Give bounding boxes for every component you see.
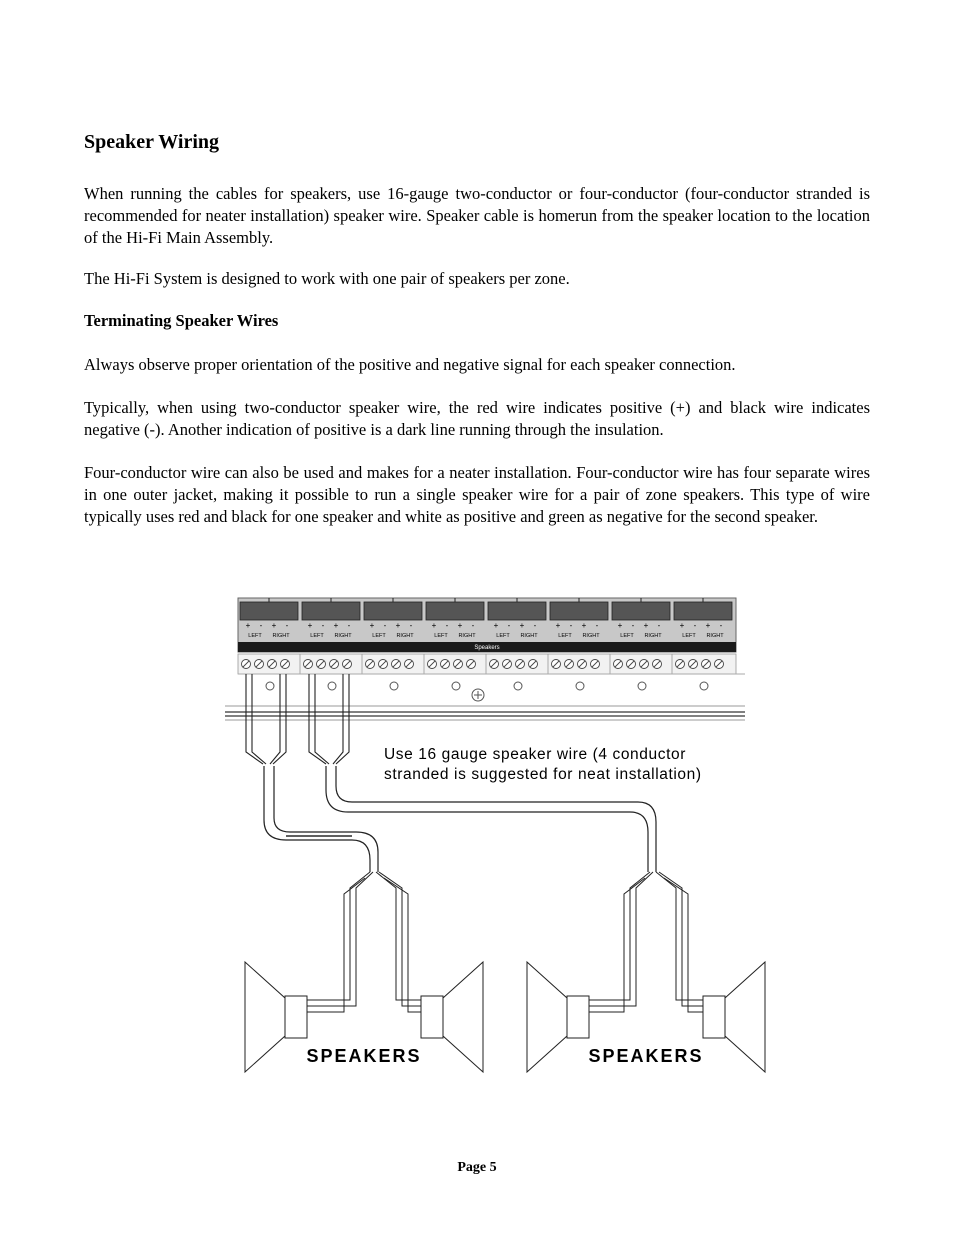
paragraph-two-conductor: Typically, when using two-conductor speaker wire, the red wire indicates positive (+) and black wire indicates negative (-). Another indication of positive is a dark line running through the insulation.: [84, 398, 870, 439]
paragraph-cable-gauge: When running the cables for speakers, use 16-gauge two-conductor or four-conductor (four-conductor stranded is recommended for neater installation) speaker wire. Speaker cable is homerun from the speaker location to the location of the Hi-Fi Main Assembly.: [84, 184, 870, 247]
terminal-panel: [225, 598, 745, 720]
channel-label: LEFT: [682, 633, 696, 639]
channel-label: RIGHT: [272, 633, 290, 639]
terminal-polarity-label: +: [493, 621, 499, 630]
screw-terminal-icon[interactable]: [565, 660, 574, 669]
page-number: Page 5: [457, 1160, 497, 1175]
channel-label: RIGHT: [520, 633, 538, 639]
channel-label: LEFT: [372, 633, 386, 639]
channel-label: RIGHT: [458, 633, 476, 639]
mounting-hole-icon: [452, 682, 460, 690]
terminal-polarity-label: +: [271, 621, 277, 630]
screw-terminal-icon[interactable]: [454, 660, 463, 669]
terminal-polarity-label: +: [431, 621, 437, 630]
page-heading: Speaker Wiring: [84, 131, 220, 153]
terminal-polarity-label: -: [533, 621, 537, 630]
channel-label: LEFT: [310, 633, 324, 639]
channel-label: RIGHT: [644, 633, 662, 639]
wire-note-line-2: stranded is suggested for neat installation): [384, 766, 702, 783]
channel-label: LEFT: [620, 633, 634, 639]
screw-terminal-icon[interactable]: [405, 660, 414, 669]
channel-label: LEFT: [496, 633, 510, 639]
speaker-pair-1-leads: [305, 872, 440, 1012]
right-speaker-magnet: [421, 996, 443, 1038]
screw-terminal-icon[interactable]: [281, 660, 290, 669]
screw-terminal-icon[interactable]: [591, 660, 600, 669]
speaker-pair-2-leads: [587, 872, 722, 1012]
terminal-polarity-label: +: [617, 621, 623, 630]
terminal-polarity-label: +: [679, 621, 685, 630]
terminal-polarity-label: -: [719, 621, 723, 630]
screw-terminal-icon[interactable]: [304, 660, 313, 669]
screw-terminal-icon[interactable]: [490, 660, 499, 669]
screw-terminal-icon[interactable]: [689, 660, 698, 669]
channel-label: LEFT: [558, 633, 572, 639]
screw-terminal-icon[interactable]: [317, 660, 326, 669]
terminal-polarity-label: -: [657, 621, 661, 630]
screw-terminal-icon[interactable]: [330, 660, 339, 669]
terminal-polarity-label: +: [245, 621, 251, 630]
terminal-polarity-label: -: [409, 621, 413, 630]
cable-to-speaker-pair-1: [264, 766, 378, 872]
left-speaker-magnet: [567, 996, 589, 1038]
screw-terminal-icon[interactable]: [503, 660, 512, 669]
terminal-polarity-label: -: [445, 621, 449, 630]
left-speaker-cone-icon: [245, 962, 285, 1072]
terminal-polarity-label: +: [333, 621, 339, 630]
terminal-polarity-label: +: [643, 621, 649, 630]
screw-terminal-icon[interactable]: [379, 660, 388, 669]
screw-terminal-icon[interactable]: [516, 660, 525, 669]
screw-terminal-icon[interactable]: [392, 660, 401, 669]
mounting-hole-icon: [328, 682, 336, 690]
terminal-polarity-label: -: [321, 621, 325, 630]
terminal-polarity-label: +: [395, 621, 401, 630]
terminal-polarity-label: +: [457, 621, 463, 630]
channel-label: LEFT: [434, 633, 448, 639]
mounting-hole-icon: [700, 682, 708, 690]
terminal-polarity-label: -: [285, 621, 289, 630]
left-speaker-cone-icon: [527, 962, 567, 1072]
screw-terminal-icon[interactable]: [255, 660, 264, 669]
channel-label: LEFT: [248, 633, 262, 639]
terminal-polarity-label: -: [595, 621, 599, 630]
screw-terminal-icon[interactable]: [676, 660, 685, 669]
right-speaker-magnet: [703, 996, 725, 1038]
terminal-polarity-label: -: [507, 621, 511, 630]
channel-label: RIGHT: [706, 633, 724, 639]
screw-terminal-icon[interactable]: [578, 660, 587, 669]
mounting-hole-icon: [638, 682, 646, 690]
right-speaker-cone-icon: [725, 962, 765, 1072]
paragraph-orientation: Always observe proper orientation of the positive and negative signal for each speaker connection.: [84, 355, 736, 374]
mounting-hole-icon: [514, 682, 522, 690]
mounting-hole-icon: [576, 682, 584, 690]
channel-label: RIGHT: [396, 633, 414, 639]
screw-terminal-icon[interactable]: [467, 660, 476, 669]
terminal-polarity-label: -: [631, 621, 635, 630]
paragraph-four-conductor: Four-conductor wire can also be used and makes for a neater installation. Four-conductor wire has four separate wires in one outer jacket, making it possible to run a single speaker wire for a pair of zone speakers. This type of wire typically uses red and black for one speaker and white as positive and green as negative for the second speaker.: [84, 463, 870, 526]
terminal-polarity-label: +: [555, 621, 561, 630]
screw-terminal-icon[interactable]: [366, 660, 375, 669]
mounting-hole-icon: [266, 682, 274, 690]
terminal-polarity-label: -: [471, 621, 475, 630]
screw-terminal-icon[interactable]: [441, 660, 450, 669]
terminal-polarity-label: -: [693, 621, 697, 630]
screw-terminal-icon[interactable]: [702, 660, 711, 669]
screw-terminal-icon[interactable]: [640, 660, 649, 669]
terminal-polarity-label: -: [347, 621, 351, 630]
screw-terminal-icon[interactable]: [653, 660, 662, 669]
terminal-polarity-label: +: [369, 621, 375, 630]
speakers-label-2: SPEAKERS: [588, 1046, 704, 1066]
screw-terminal-icon[interactable]: [242, 660, 251, 669]
right-speaker-cone-icon: [443, 962, 483, 1072]
screw-terminal-icon[interactable]: [343, 660, 352, 669]
channel-label: RIGHT: [334, 633, 352, 639]
terminal-polarity-label: -: [383, 621, 387, 630]
screw-terminal-icon[interactable]: [715, 660, 724, 669]
screw-terminal-icon[interactable]: [614, 660, 623, 669]
screw-terminal-icon[interactable]: [627, 660, 636, 669]
terminal-polarity-label: -: [259, 621, 263, 630]
screw-terminal-icon[interactable]: [428, 660, 437, 669]
section-subheading: Terminating Speaker Wires: [84, 311, 279, 330]
terminal-polarity-label: +: [519, 621, 525, 630]
paragraph-pairs-per-zone: The Hi-Fi System is designed to work with one pair of speakers per zone.: [84, 269, 570, 288]
speakers-label-1: SPEAKERS: [306, 1046, 422, 1066]
terminal-polarity-label: +: [307, 621, 313, 630]
channel-label: RIGHT: [582, 633, 600, 639]
screw-terminal-icon[interactable]: [552, 660, 561, 669]
wire-note-line-1: Use 16 gauge speaker wire (4 conductor: [384, 746, 686, 763]
terminal-polarity-label: +: [705, 621, 711, 630]
screw-terminal-icon[interactable]: [529, 660, 538, 669]
screw-terminal-icon[interactable]: [268, 660, 277, 669]
terminal-polarity-label: +: [581, 621, 587, 630]
mounting-hole-icon: [390, 682, 398, 690]
left-speaker-magnet: [285, 996, 307, 1038]
terminal-polarity-label: -: [569, 621, 573, 630]
panel-label: Speakers: [474, 645, 500, 651]
